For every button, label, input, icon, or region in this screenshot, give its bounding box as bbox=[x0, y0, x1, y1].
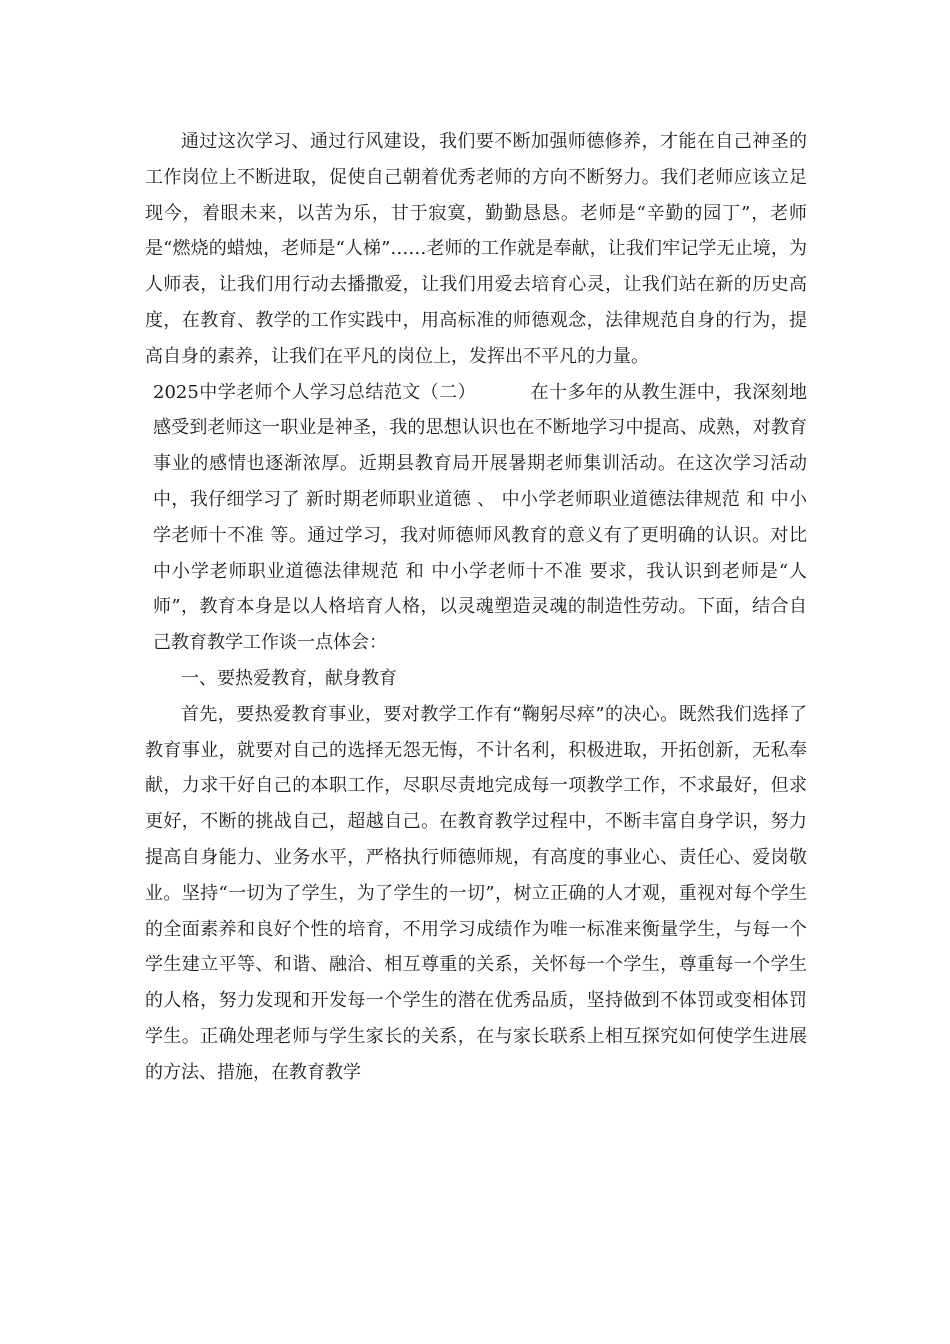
paragraph-1: 通过这次学习、通过行风建设，我们要不断加强师德修养，才能在自己神圣的工作岗位上不断进取，促使自己朝着优秀老师的方向不断努力。我们老师应该立足现今，着眼未来，以苦为乐，甘于寂寞，勤勤恳恳。老师是“辛勤的园丁”，老师是“燃烧的蜡烛，老师是“人梯”……老师的工作就是奉献，让我们牢记学无止境，为人师表，让我们用行动去播撒爱，让我们用爱去培育心灵，让我们站在新的历史高度，在教育、教学的工作实践中，用高标准的师德观念，法律规范自身的行为，提高自身的素养，让我们在平凡的岗位上，发挥出不平凡的力量。 bbox=[145, 131, 807, 367]
paragraph-3: 首先，要热爱教育事业，要对教学工作有“鞠躬尽瘁”的决心。既然我们选择了教育事业，就要对自己的选择无怨无悔，不计名利，积极进取，开拓创新，无私奉献，力求干好自己的本职工作，尽职尽责地完成每一项教学工作，不求最好，但求更好，不断的挑战自己，超越自己。在教育教学过程中，不断丰富自身学识，努力提高自身能力、业务水平，严格执行师德师规，有高度的事业心、责任心、爱岗敬业。坚持“一切为了学生，为了学生的一切”，树立正确的人才观，重视对每个学生的全面素养和良好个性的培育，不用学习成绩作为唯一标准来衡量学生，与每一个学生建立平等、和谐、融洽、相互尊重的关系，关怀每一个学生，尊重每一个学生的人格，努力发现和开发每一个学生的潜在优秀品质，坚持做到不体罚或变相体罚学生。正确处理老师与学生家长的关系，在与家长联系上相互探究如何使学生进展的方法、措施，在教育教学 bbox=[145, 703, 807, 1083]
section-paragraph bbox=[145, 375, 807, 661]
paragraph-2: 在十多年的从教生涯中，我深刻地感受到老师这一职业是神圣，我的思想认识也在不断地学习中提高、成熟，对教育事业的感情也逐渐浓厚。近期县教育局开展暑期老师集训活动。在这次学习活动中，我仔细学习了 新时期老师职业道德 、 中小学老师职业道德法律规范 和 中小学老师十不准 等。通过学习，我对师德师风教育的意义有了更明确的认识。对比 中小学老师职业道德法律规范 和 中小学老师十不准 要求，我认识到老师是“人师”，教育本身是以人格培育人格，以灵魂塑造灵魂的制造性劳动。下面，结合自己教育教学工作谈一点体会： bbox=[153, 381, 808, 654]
section-title: 2025中学老师个人学习总结范文（二） bbox=[153, 381, 477, 403]
subheading-1: 一、要热爱教育，献身教育 bbox=[181, 667, 397, 689]
document-body bbox=[145, 124, 807, 1091]
